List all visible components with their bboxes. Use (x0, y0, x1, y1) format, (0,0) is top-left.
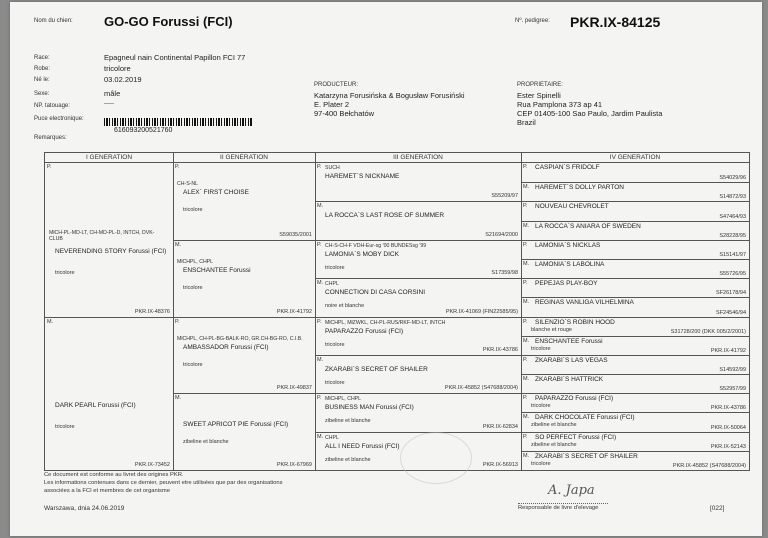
race-value: Epagneul nain Continental Papillon FCI 77 (104, 53, 246, 62)
ancestor-name: SWEET APRICOT PIE Forussi (FCI) (183, 420, 289, 428)
tattoo-label: NP. tatouage: (34, 103, 70, 109)
pedigree-cell (173, 240, 315, 317)
ancestor-name: PEPEJAS PLAY-BOY (535, 280, 598, 288)
ancestor-name: NOUVEAU CHEVROLET (535, 203, 609, 211)
sex-marker: P. (317, 395, 322, 402)
pedigree-cell (315, 201, 521, 239)
pedigree-document (10, 2, 762, 536)
sex-marker: M. (175, 241, 182, 248)
sex-marker: M. (523, 452, 530, 459)
ancestor-name: ZKARABI`S HATTRICK (535, 376, 604, 384)
pedigree-cell (45, 317, 173, 471)
sex-marker: P. (523, 356, 528, 363)
owner-line-4: Brazil (517, 118, 536, 127)
ancestor-name: LA ROCCA`S LAST ROSE OF SUMMER (325, 212, 445, 220)
chip-number: 616093200521760 (114, 127, 173, 134)
ancestor-color: tricolore (55, 424, 75, 431)
registration-number: S52957/99 (719, 386, 746, 393)
ancestor-color: tricolore (531, 460, 551, 467)
pedigree-cell (521, 374, 749, 393)
ancestor-name: LAMONIA`S NICKLAS (535, 241, 601, 249)
sex-marker: P. (317, 241, 322, 248)
ancestor-name: ALL I NEED Forussi (FCI) (325, 442, 400, 450)
registration-number: PKR.IX-41792 (710, 347, 746, 354)
registration-number: S14872/93 (719, 194, 746, 201)
chip-barcode (104, 118, 252, 126)
ancestor-titles: CHPL (325, 434, 339, 441)
pedigree-cell (315, 393, 521, 431)
gen-header-4: IV GENERATION (521, 153, 749, 163)
place-date: Warszawa, dnia 24.06.2019 (44, 505, 125, 512)
ancestor-color: noire et blanche (325, 303, 365, 310)
registration-number: PKR.IX-43786 (482, 346, 518, 353)
registration-number: PKR.IX-49837 (276, 385, 312, 392)
registration-number: PKR.IX-45852 (S47688/2004) (672, 463, 746, 469)
responsible-label: Responsable de livre d'elevage (518, 505, 599, 511)
sex-marker: M. (523, 222, 530, 229)
pedigree-cell (521, 240, 749, 259)
footer-line-2: Les informations contenues dans ce dernier, peuvent etre utilisées que par des organisations (44, 480, 283, 486)
sex-marker: P. (175, 164, 180, 170)
sex-marker: P. (523, 433, 528, 440)
registration-number: PKR.IX-50064 (710, 424, 746, 431)
registration-number: PKR.IX-52143 (710, 443, 746, 450)
registration-number: PKR.IX-62834 (482, 423, 518, 430)
owner-line-2: Rua Pamplona 373 ap 41 (517, 100, 603, 109)
pedigree-label: Nº. pedigree: (515, 18, 550, 24)
pedigree-cell (521, 336, 749, 355)
ancestor-titles: CH-S-CH-F VDH-Eur-sg '00 BUNDESsg '99 (325, 242, 427, 249)
registration-number: PKR.IX-73452 (134, 462, 170, 468)
sex-marker: P. (523, 280, 528, 287)
registration-number: PKR.IX-43786 (710, 405, 746, 412)
sex-marker: P. (317, 318, 322, 325)
ancestor-name: NEVERENDING STORY Forussi (FCI) (55, 247, 167, 255)
pedigree-cell (521, 317, 749, 336)
registration-number: S55209/97 (491, 193, 518, 200)
registration-number: S55726/95 (719, 271, 746, 278)
ancestor-color: tricolore (325, 341, 345, 348)
ancestor-name: LAMONIA`S LABOLINA (535, 260, 605, 268)
gen-header-2: II GENERATION (173, 153, 315, 163)
pedigree-cell (521, 412, 749, 431)
race-label: Race: (34, 55, 50, 61)
sex-marker: M. (523, 184, 530, 191)
ancestor-color: tricolore (183, 285, 203, 292)
pedigree-cell (521, 182, 749, 201)
sex-marker: M. (523, 260, 530, 267)
registration-number: S31728/200 (DKK 005/2/2001) (670, 328, 746, 335)
registration-number: S54029/96 (719, 175, 746, 182)
ancestor-color: zibeline et blanche (183, 438, 229, 445)
sex-marker: M. (175, 395, 182, 402)
pedigree-cell (521, 297, 749, 316)
sex-marker: M. (523, 337, 530, 344)
registration-number: PKR.IX-41069 (FIN22585/95) (445, 308, 518, 315)
footer-line-1: Ce document est conforme au livret des origines PKR. (44, 472, 184, 478)
sex-marker: M. (317, 203, 324, 210)
pedigree-cell (315, 240, 521, 278)
pedigree-cell (315, 317, 521, 355)
pedigree-cell (521, 259, 749, 278)
ancestor-name: LAMONIA`S MOBY DICK (325, 250, 399, 258)
gen-header-1: I GENERATION (45, 153, 173, 163)
ancestor-color: tricolore (183, 207, 203, 214)
registration-number: SF26178/94 (716, 290, 746, 297)
pedigree-cell (45, 163, 173, 317)
ancestor-name: LA ROCCA`S ANIARA OF SWEDEN (535, 222, 641, 230)
ancestor-color: tricolore (183, 361, 203, 368)
ancestor-titles: MłCHPL, CH-PL-BG-BALK-RO, GR.CH-BG-RO, C.I.B. (177, 335, 303, 342)
pedigree-table (44, 152, 750, 471)
registration-number: SF24546/94 (716, 309, 746, 316)
signature: A. Japa (548, 483, 595, 498)
ancestor-color: tricolore (325, 379, 345, 386)
sex-value: mâle (104, 89, 121, 98)
name-label: Nom du chien: (34, 18, 73, 24)
sex-marker: P. (317, 164, 322, 170)
owner-line-3: CEP 01405-100 Sao Paulo, Jardim Paulista (517, 109, 663, 118)
ancestor-name: SILENZIO`S ROBIN HOOD (535, 318, 615, 326)
registration-number: PKR.IX-41792 (276, 308, 312, 315)
ancestor-color: zibeline et blanche (531, 422, 577, 429)
ancestor-color: tricolore (55, 269, 75, 276)
producer-line-3: 97-400 Bełchatów (314, 109, 375, 118)
ancestor-name: DARK PEARL Forussi (FCI) (55, 402, 136, 410)
registration-number: S59035/2001 (279, 231, 312, 238)
ancestor-color: zibeline et blanche (325, 456, 371, 463)
sex-marker: P. (523, 241, 528, 248)
sex-marker: M. (317, 356, 324, 363)
robe-label: Robe: (34, 66, 51, 72)
ancestor-name: REGINAS VANLIGA VILHELMINA (535, 299, 634, 307)
pedigree-cell (521, 451, 749, 470)
signature-line (518, 503, 608, 504)
footer-line-3: associées a la FCI et membres de cet organisme (44, 488, 170, 494)
ancestor-name: BUSINESS MAN Forussi (FCI) (325, 404, 414, 412)
ancestor-name: SO PERFECT Forussi (FCI) (535, 433, 617, 441)
sex-marker: P. (523, 203, 528, 210)
owner-label: PROPRIETAIRE: (517, 82, 563, 88)
pedigree-cell (521, 278, 749, 297)
registration-number: S28228/95 (719, 232, 746, 239)
ancestor-name: ZKARABI`S SECRET OF SHAILER (325, 365, 428, 373)
producer-line-2: E. Plater 2 (314, 100, 350, 109)
registration-number: S17359/98 (491, 270, 518, 277)
registration-number: PKR.IX-67969 (276, 462, 312, 468)
ancestor-color: tricolore (531, 345, 551, 352)
ancestor-titles: MłCHPL, CHPL (177, 259, 214, 266)
sex-marker: P. (523, 318, 528, 325)
birth-date: 03.02.2019 (104, 75, 142, 84)
ancestor-color: zibeline et blanche (325, 418, 371, 425)
registration-number: S14592/99 (719, 367, 746, 374)
ancestor-name: DARK CHOCOLATE Forussi (FCI) (535, 414, 635, 422)
ancestor-name: CASPIAN`S FRIDOLF (535, 164, 600, 171)
ancestor-titles: MłCH-PL-MD-LT, CH-MD-PL-D, INTCH, DVK-CLUB (49, 229, 155, 242)
ancestor-titles: CH-S-NL (177, 181, 199, 188)
robe-value: tricolore (104, 64, 131, 73)
sex-marker: M. (47, 318, 54, 325)
ancestor-color: zibeline et blanche (531, 441, 577, 448)
pedigree-cell (173, 393, 315, 470)
ancestor-titles: SUCH (325, 165, 340, 171)
pedigree-cell (521, 432, 749, 451)
ancestor-titles: MłCHPL, MłZWKL, CH-PL-RUS/RKF-MD-LT, INTCH (325, 319, 446, 326)
sex-marker: M. (317, 280, 324, 287)
birth-label: Né le: (34, 77, 50, 83)
sex-marker: P. (523, 164, 528, 170)
ancestor-name: ZKARABI`S LAS VEGAS (535, 356, 608, 364)
ancestor-name: PAPARAZZO Forussi (FCI) (325, 327, 404, 335)
registration-number: S21694/2000 (485, 231, 518, 238)
pedigree-cell (315, 355, 521, 393)
ancestor-color: tricolore (531, 403, 551, 410)
pedigree-cell (315, 278, 521, 316)
ancestor-color: tricolore (325, 264, 345, 271)
sex-marker: M. (317, 433, 324, 440)
faded-stamp (400, 432, 472, 484)
registration-number: PKR.IX-48376 (134, 308, 170, 315)
owner-line-1: Ester Spinelli (517, 91, 561, 100)
pedigree-cell (521, 355, 749, 374)
pedigree-cell (315, 163, 521, 201)
sex-marker: M. (523, 376, 530, 383)
ancestor-name: ALEX` FIRST CHOISE (183, 189, 249, 197)
chip-label: Puce electronique: (34, 116, 84, 122)
registration-number: S15141/97 (719, 251, 746, 258)
gen-header-3: III GENERATION (315, 153, 521, 163)
ancestor-name: ZKARABI`S SECRET OF SHAILER (535, 452, 638, 460)
ancestor-name: PAPARAZZO Forussi (FCI) (535, 395, 614, 403)
registration-number: PKR.IX-45852 (S47688/2004) (444, 385, 518, 392)
remarks-label: Remarques: (34, 135, 67, 141)
ancestor-name: AMBASSADOR Forussi (FCI) (183, 343, 269, 351)
sex-marker: P. (175, 318, 180, 325)
ancestor-name: ENSCHANTEE Forussi (535, 337, 603, 345)
producer-line-1: Katarzyna Forusińska & Bogusław Forusiński (314, 91, 465, 100)
sex-marker: P. (523, 395, 528, 402)
pedigree-cell (173, 317, 315, 394)
document-code: [022] (710, 505, 725, 512)
sex-marker: M. (523, 414, 530, 421)
registration-number: PKR.IX-56913 (482, 462, 518, 468)
ancestor-name: CONNECTION DI CASA CORSINI (325, 289, 426, 297)
ancestor-name: ENSCHANTEE Forussi (183, 267, 251, 275)
pedigree-cell (521, 221, 749, 240)
sex-marker: P. (47, 164, 52, 170)
pedigree-number: PKR.IX-84125 (570, 14, 661, 30)
producer-label: PRODUCTEUR: (314, 82, 359, 88)
registration-number: S47464/93 (719, 213, 746, 220)
sex-marker: M. (523, 299, 530, 306)
sex-label: Sexe: (34, 91, 50, 97)
dog-name: GO-GO Forussi (FCI) (104, 14, 233, 29)
tattoo-value: ----- (104, 101, 114, 107)
ancestor-name: HAREMET`S DOLLY PARTON (535, 184, 624, 192)
ancestor-color: blanche et rouge (531, 326, 572, 333)
ancestor-name: HAREMET`S NICKNAME (325, 173, 400, 180)
ancestor-titles: CHPL (325, 281, 339, 288)
ancestor-titles: MłCHPL, CHPL (325, 396, 362, 403)
pedigree-cell (173, 163, 315, 240)
pedigree-cell (521, 163, 749, 182)
pedigree-cell (521, 393, 749, 412)
pedigree-cell (521, 201, 749, 220)
